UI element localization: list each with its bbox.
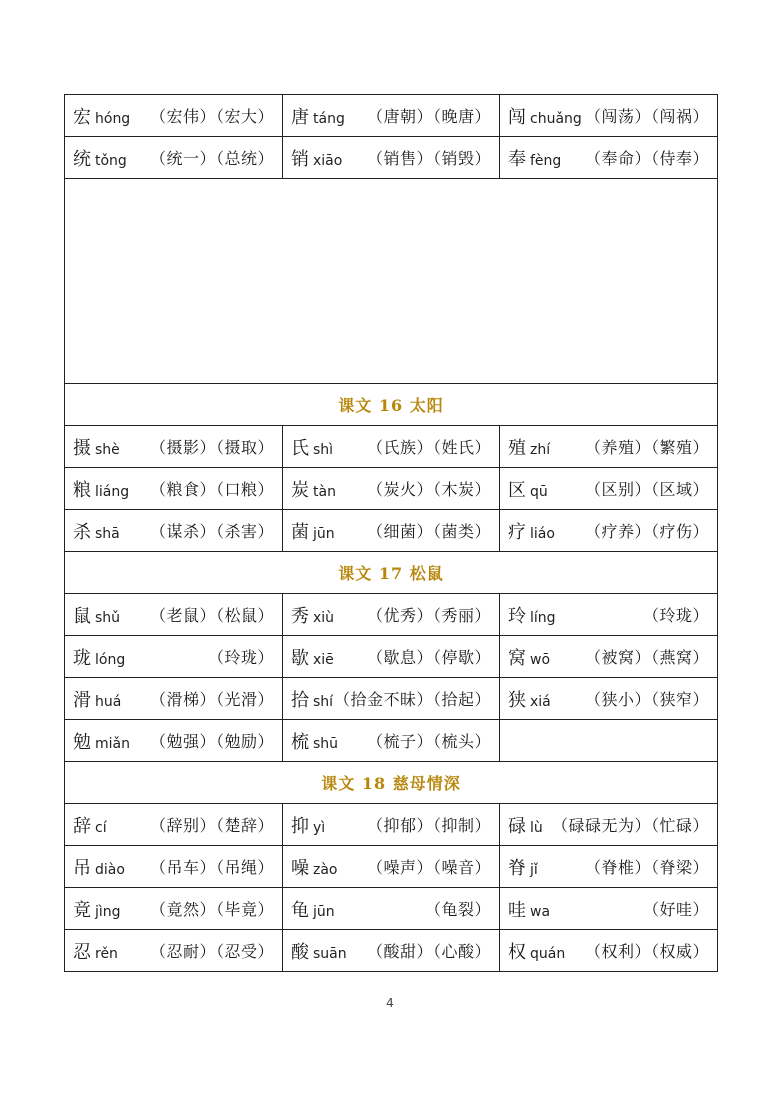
- character-cell: [65, 426, 283, 468]
- character-cell: [500, 846, 718, 888]
- character-head: [508, 103, 582, 129]
- hanzi: 狭: [508, 689, 526, 711]
- hanzi: 区: [508, 479, 526, 501]
- blank-cell: [65, 179, 718, 384]
- character-entry: [508, 476, 709, 502]
- example-words: （疗养）（疗伤）: [584, 522, 709, 541]
- character-cell: [500, 510, 718, 552]
- pinyin: shā: [95, 525, 120, 542]
- character-head: [291, 602, 334, 628]
- pinyin: shí: [313, 693, 334, 710]
- pinyin: táng: [313, 110, 345, 127]
- pinyin: quán: [530, 945, 566, 962]
- character-row: [65, 846, 718, 888]
- character-entry: [508, 854, 709, 880]
- pinyin: lù: [530, 819, 543, 836]
- pinyin: suān: [313, 945, 347, 962]
- pinyin: shì: [313, 441, 334, 458]
- character-head: [73, 602, 120, 628]
- character-cell: [283, 95, 500, 137]
- example-words: （辞别）（楚辞）: [149, 816, 274, 835]
- example-words: （玲珑）: [642, 606, 709, 625]
- character-entry: [291, 728, 491, 754]
- hanzi: 奉: [508, 148, 526, 170]
- hanzi: 氏: [291, 437, 309, 459]
- hanzi: 玲: [508, 605, 526, 627]
- character-head: [73, 728, 130, 754]
- example-words: （销售）（销毁）: [366, 149, 491, 168]
- pinyin: xiá: [530, 693, 551, 710]
- hanzi: 噪: [291, 857, 309, 879]
- character-head: [73, 812, 107, 838]
- character-entry: [508, 938, 709, 964]
- character-row: [65, 426, 718, 468]
- pinyin: tǒng: [95, 152, 127, 169]
- character-head: [73, 518, 120, 544]
- hanzi: 粮: [73, 479, 91, 501]
- lesson-heading: 课文 17 松鼠: [65, 552, 718, 594]
- character-head: [508, 434, 550, 460]
- character-head: [73, 644, 125, 670]
- example-words: （勉强）（勉励）: [149, 732, 274, 751]
- hanzi: 珑: [73, 647, 91, 669]
- lesson-heading: 课文 16 太阳: [65, 384, 718, 426]
- character-cell: [65, 468, 283, 510]
- character-row: [65, 804, 718, 846]
- character-row: [65, 137, 718, 179]
- hanzi: 菌: [291, 521, 309, 543]
- character-entry: [508, 518, 709, 544]
- character-cell: [283, 804, 500, 846]
- character-cell: [500, 426, 718, 468]
- character-cell: [500, 636, 718, 678]
- character-head: [291, 644, 334, 670]
- character-entry: [291, 644, 491, 670]
- hanzi: 梳: [291, 731, 309, 753]
- character-head: [73, 686, 121, 712]
- character-entry: [291, 938, 491, 964]
- character-head: [508, 812, 543, 838]
- character-head: [291, 812, 325, 838]
- character-entry: [291, 434, 491, 460]
- pinyin: miǎn: [95, 735, 130, 752]
- pinyin: chuǎng: [530, 110, 582, 127]
- pinyin: jìng: [95, 903, 121, 920]
- character-head: [73, 434, 120, 460]
- example-words: （竟然）（毕竟）: [149, 900, 274, 919]
- pinyin: xiù: [313, 609, 335, 626]
- character-entry: [291, 602, 491, 628]
- character-entry: [291, 103, 491, 129]
- example-words: （氏族）（姓氏）: [366, 438, 491, 457]
- hanzi: 拾: [291, 689, 309, 711]
- character-entry: [73, 938, 274, 964]
- pinyin: huá: [95, 693, 122, 710]
- hanzi: 鼠: [73, 605, 91, 627]
- character-cell: [500, 720, 718, 762]
- character-entry: [508, 896, 709, 922]
- character-entry: [508, 686, 709, 712]
- character-cell: [65, 636, 283, 678]
- character-head: [291, 896, 335, 922]
- character-entry: [291, 686, 491, 712]
- character-cell: [65, 594, 283, 636]
- character-head: [508, 644, 550, 670]
- example-words: （酸甜）（心酸）: [366, 942, 491, 961]
- example-words: （谋杀）（杀害）: [149, 522, 274, 541]
- character-row: [65, 468, 718, 510]
- example-words: （区别）（区域）: [584, 480, 709, 499]
- character-head: [508, 518, 555, 544]
- character-entry: [73, 812, 274, 838]
- pinyin: yì: [313, 819, 326, 836]
- character-cell: [65, 888, 283, 930]
- pinyin: jǐ: [530, 861, 538, 878]
- pinyin: shū: [313, 735, 339, 752]
- hanzi: 炭: [291, 479, 309, 501]
- hanzi: 殖: [508, 437, 526, 459]
- pinyin: diào: [95, 861, 125, 878]
- example-words: （吊车）（吊绳）: [149, 858, 274, 877]
- example-words: （玲珑）: [207, 648, 274, 667]
- lesson-heading-row: [65, 384, 718, 426]
- character-entry: [291, 896, 491, 922]
- character-head: [508, 476, 548, 502]
- example-words: （拾金不昧）（拾起）: [333, 690, 491, 709]
- character-entry: [508, 812, 709, 838]
- example-words: （忍耐）（忍受）: [149, 942, 274, 961]
- character-entry: [291, 518, 491, 544]
- character-entry: [73, 644, 274, 670]
- character-cell: [65, 804, 283, 846]
- pinyin: zhí: [530, 441, 551, 458]
- character-row: [65, 510, 718, 552]
- character-row: [65, 636, 718, 678]
- character-cell: [283, 594, 500, 636]
- pinyin: hóng: [95, 110, 131, 127]
- hanzi: 吊: [73, 857, 91, 879]
- character-entry: [73, 103, 274, 129]
- character-cell: [500, 594, 718, 636]
- hanzi: 疗: [508, 521, 526, 543]
- example-words: （梳子）（梳头）: [366, 732, 491, 751]
- vocabulary-table: [64, 94, 718, 972]
- example-words: （龟裂）: [424, 900, 491, 919]
- character-entry: [73, 854, 274, 880]
- hanzi: 宏: [73, 106, 91, 128]
- character-entry: [508, 602, 709, 628]
- lesson-heading: 课文 18 慈母情深: [65, 762, 718, 804]
- character-head: [291, 854, 338, 880]
- example-words: （养殖）（繁殖）: [584, 438, 709, 457]
- example-words: （奉命）（侍奉）: [584, 149, 709, 168]
- hanzi: 龟: [291, 899, 309, 921]
- character-cell: [500, 678, 718, 720]
- pinyin: liáng: [95, 483, 130, 500]
- character-entry: [508, 644, 709, 670]
- lesson-heading-row: [65, 552, 718, 594]
- example-words: （炭火）（木炭）: [366, 480, 491, 499]
- pinyin: liáo: [530, 525, 555, 542]
- example-words: （宏伟）（宏大）: [149, 107, 274, 126]
- character-entry: [508, 434, 709, 460]
- example-words: （歇息）（停歇）: [366, 648, 491, 667]
- character-row: [65, 95, 718, 137]
- example-words: （噪声）（噪音）: [366, 858, 491, 877]
- character-cell: [65, 720, 283, 762]
- example-words: （抑郁）（抑制）: [366, 816, 491, 835]
- character-head: [291, 145, 342, 171]
- hanzi: 唐: [291, 106, 309, 128]
- pinyin: rěn: [95, 945, 118, 962]
- character-entry: [73, 476, 274, 502]
- hanzi: 酸: [291, 941, 309, 963]
- character-cell: [283, 888, 500, 930]
- character-cell: [283, 678, 500, 720]
- example-words: （被窝）（燕窝）: [584, 648, 709, 667]
- character-head: [73, 103, 130, 129]
- character-cell: [283, 930, 500, 972]
- character-head: [508, 686, 551, 712]
- hanzi: 滑: [73, 689, 91, 711]
- hanzi: 销: [291, 148, 309, 170]
- hanzi: 窝: [508, 647, 526, 669]
- example-words: （唐朝）（晚唐）: [366, 107, 491, 126]
- hanzi: 碌: [508, 815, 526, 837]
- hanzi: 秀: [291, 605, 309, 627]
- character-cell: [500, 888, 718, 930]
- hanzi: 竟: [73, 899, 91, 921]
- character-head: [508, 896, 550, 922]
- pinyin: líng: [530, 609, 556, 626]
- character-row: [65, 720, 718, 762]
- character-cell: [65, 846, 283, 888]
- hanzi: 摄: [73, 437, 91, 459]
- character-cell: [283, 720, 500, 762]
- character-row: [65, 678, 718, 720]
- hanzi: 歇: [291, 647, 309, 669]
- character-cell: [283, 510, 500, 552]
- example-words: （优秀）（秀丽）: [366, 606, 491, 625]
- example-words: （细菌）（菌类）: [366, 522, 491, 541]
- example-words: （滑梯）（光滑）: [149, 690, 274, 709]
- character-entry: [73, 602, 274, 628]
- character-row: [65, 594, 718, 636]
- character-entry: [291, 145, 491, 171]
- character-cell: [65, 930, 283, 972]
- character-row: [65, 888, 718, 930]
- hanzi: 哇: [508, 899, 526, 921]
- blank-row: [65, 179, 718, 384]
- example-words: （权利）（权威）: [584, 942, 709, 961]
- pinyin: shǔ: [95, 609, 121, 626]
- character-entry: [73, 434, 274, 460]
- character-entry: [73, 896, 274, 922]
- pinyin: xiē: [313, 651, 334, 668]
- character-entry: [291, 476, 491, 502]
- pinyin: wa: [530, 903, 551, 920]
- example-words: （好哇）: [642, 900, 709, 919]
- character-head: [73, 854, 125, 880]
- pinyin: cí: [95, 819, 107, 836]
- character-entry: [508, 103, 709, 129]
- character-entry: [508, 145, 709, 171]
- character-cell: [65, 137, 283, 179]
- example-words: （脊椎）（脊梁）: [584, 858, 709, 877]
- character-cell: [283, 636, 500, 678]
- character-entry: [291, 812, 491, 838]
- example-words: （摄影）（摄取）: [149, 438, 274, 457]
- pinyin: shè: [95, 441, 120, 458]
- character-cell: [65, 678, 283, 720]
- character-head: [73, 896, 121, 922]
- character-head: [291, 434, 333, 460]
- hanzi: 忍: [73, 941, 91, 963]
- character-head: [291, 518, 335, 544]
- pinyin: qū: [530, 483, 548, 500]
- character-head: [508, 602, 556, 628]
- character-cell: [283, 137, 500, 179]
- character-head: [73, 938, 118, 964]
- character-head: [508, 145, 561, 171]
- character-head: [73, 476, 129, 502]
- character-entry: [73, 686, 274, 712]
- hanzi: 闯: [508, 106, 526, 128]
- character-head: [291, 728, 338, 754]
- character-head: [291, 103, 345, 129]
- character-cell: [65, 95, 283, 137]
- character-cell: [65, 510, 283, 552]
- pinyin: wō: [530, 651, 551, 668]
- example-words: （老鼠）（松鼠）: [149, 606, 274, 625]
- character-head: [508, 938, 565, 964]
- example-words: （闯荡）（闯祸）: [584, 107, 709, 126]
- example-words: （粮食）（口粮）: [149, 480, 274, 499]
- pinyin: jūn: [313, 525, 335, 542]
- pinyin: lóng: [95, 651, 126, 668]
- character-head: [73, 145, 127, 171]
- character-entry: [73, 145, 274, 171]
- character-head: [291, 686, 333, 712]
- lesson-heading-row: [65, 762, 718, 804]
- character-cell: [500, 804, 718, 846]
- character-entry: [73, 728, 274, 754]
- character-cell: [500, 95, 718, 137]
- example-words: （狭小）（狭窄）: [584, 690, 709, 709]
- character-cell: [283, 468, 500, 510]
- hanzi: 统: [73, 148, 91, 170]
- page-number: 4: [386, 996, 394, 1010]
- hanzi: 勉: [73, 731, 91, 753]
- pinyin: fèng: [530, 152, 562, 169]
- example-words: （碌碌无为）（忙碌）: [551, 816, 709, 835]
- character-entry: [73, 518, 274, 544]
- pinyin: tàn: [313, 483, 336, 500]
- character-head: [508, 854, 538, 880]
- hanzi: 辞: [73, 815, 91, 837]
- character-head: [291, 476, 336, 502]
- character-row: [65, 930, 718, 972]
- character-entry: [291, 854, 491, 880]
- character-cell: [283, 846, 500, 888]
- example-words: （统一）（总统）: [149, 149, 274, 168]
- hanzi: 杀: [73, 521, 91, 543]
- character-cell: [283, 426, 500, 468]
- hanzi: 抑: [291, 815, 309, 837]
- character-cell: [500, 468, 718, 510]
- hanzi: 权: [508, 941, 526, 963]
- hanzi: 脊: [508, 857, 526, 879]
- pinyin: zào: [313, 861, 338, 878]
- character-cell: [500, 930, 718, 972]
- pinyin: jūn: [313, 903, 335, 920]
- character-head: [291, 938, 347, 964]
- character-cell: [500, 137, 718, 179]
- pinyin: xiāo: [313, 152, 343, 169]
